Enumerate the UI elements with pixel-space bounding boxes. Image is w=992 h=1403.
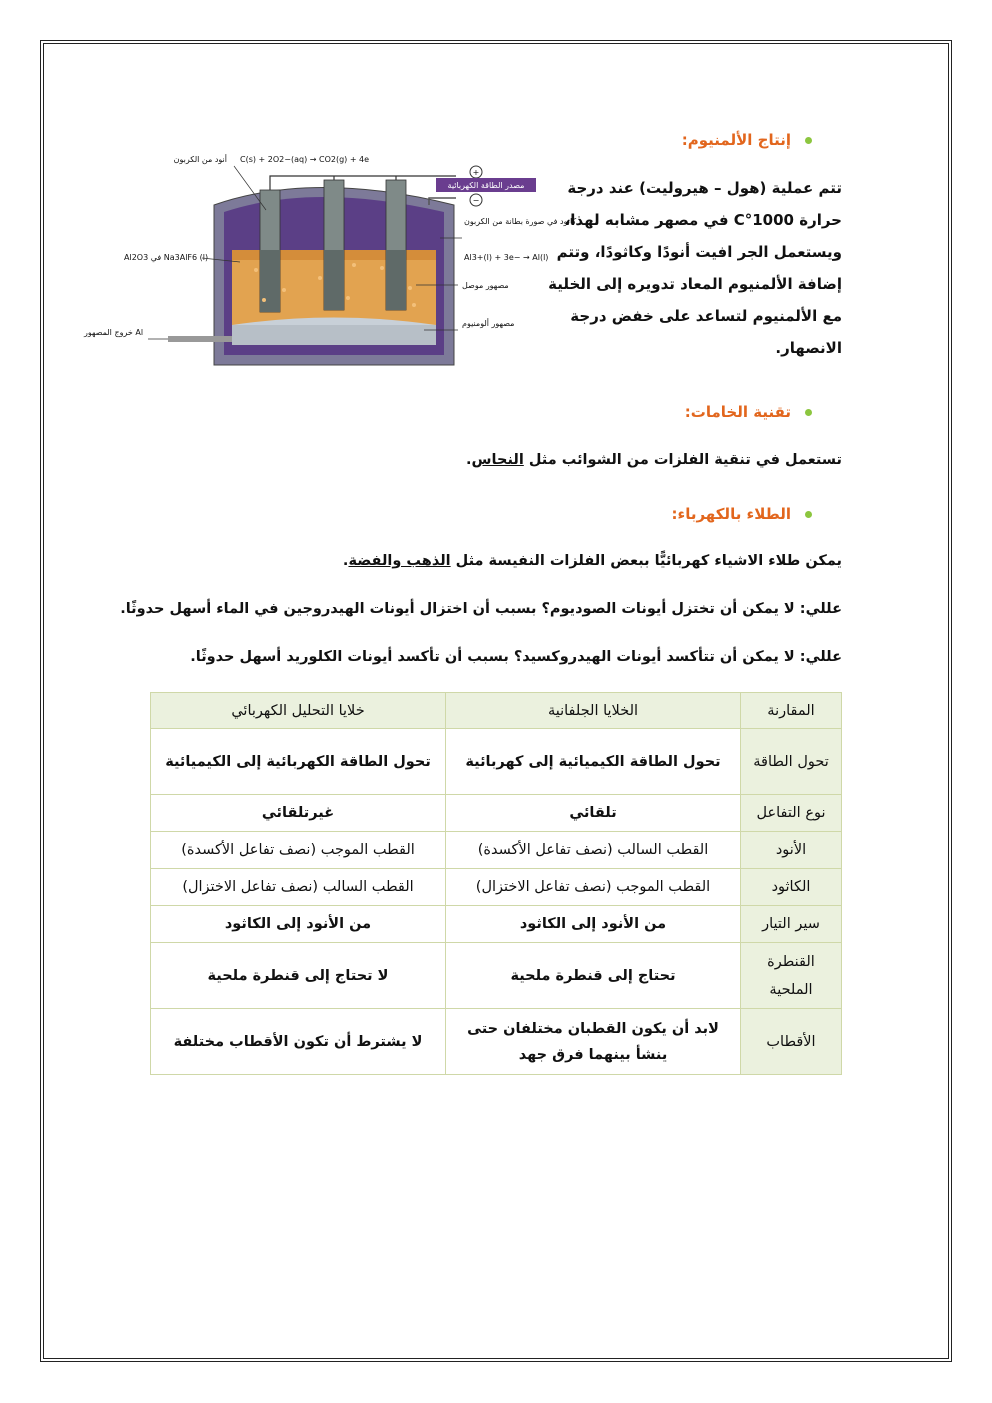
row-label: نوع التفاعل (741, 795, 842, 832)
cathode-equation: Al3+(l) + 3e− → Al(l) (464, 253, 549, 262)
underlined-term: الذهب والفضة (348, 553, 451, 569)
table-cell: القطب السالب (نصف تفاعل الأكسدة) (446, 832, 741, 869)
comparison-table (150, 692, 842, 1075)
plating-text: يمكن طلاء الاشياء كهربائيًّا ببعض الفلزات النفيسة مثل الذهب والفضة. (342, 553, 842, 569)
table-row (151, 906, 842, 943)
paragraph-line: الانصهار. (775, 339, 842, 357)
anode-equation: C(s) + 2O2−(aq) → CO2(g) + 4e (240, 155, 370, 164)
table-row (151, 795, 842, 832)
table-cell: القطب الموجب (نصف تفاعل الاختزال) (446, 869, 741, 906)
aluminum-paragraph (542, 172, 842, 364)
table-header-row (151, 693, 842, 729)
outlet-label: خروج المصهور Al (84, 328, 144, 337)
molten-conductor-label: مصهور موصل (462, 281, 509, 290)
table-cell: تحول الطاقة الكيميائية إلى كهربائية (446, 729, 741, 795)
table-cell: لا تحتاج إلى قنطرة ملحية (151, 943, 446, 1009)
table-header-cell: الخلايا الجلفانية (446, 693, 741, 729)
table-cell: غيرتلقائي (151, 795, 446, 832)
table-cell: من الأنود إلى الكاثود (151, 906, 446, 943)
table-row (151, 729, 842, 795)
bullet-icon (805, 137, 812, 144)
electrolyte-label: Al2O3 في Na3AlF6 (l) (124, 253, 209, 262)
section-title-aluminum: إنتاج الألمنيوم: (682, 131, 812, 149)
table-cell: لابد أن يكون القطبان مختلفان حتى ينشأ بينهما فرق جهد (446, 1009, 741, 1075)
plus-terminal-icon: + (472, 168, 480, 177)
power-source-label: مصدر الطاقة الكهربائية (447, 181, 525, 190)
minus-terminal-icon: − (472, 196, 480, 205)
row-label: القنطرة الملحية (741, 943, 842, 1009)
table-cell: تحتاج إلى قنطرة ملحية (446, 943, 741, 1009)
hall-heroult-cell-diagram (84, 150, 577, 370)
table-row (151, 1009, 842, 1075)
table-cell: تلقائي (446, 795, 741, 832)
anode-label: أنود من الكربون (173, 155, 227, 164)
question-2: عللي: لا يمكن أن تتأكسد أيونات الهيدروكسيد؟ بسبب أن تأكسد أيونات الكلوريد أسهل حدوثًا. (190, 649, 842, 665)
row-label: الأنود (741, 832, 842, 869)
row-label: الكاثود (741, 869, 842, 906)
table-cell: القطب الموجب (نصف تفاعل الأكسدة) (151, 832, 446, 869)
underlined-term: النحاس (471, 452, 524, 468)
section-title-plating: الطلاء بالكهرباء: (672, 505, 812, 523)
paragraph-line: مع الألمنيوم لتساعد على خفض درجة (570, 307, 842, 325)
table-row (151, 832, 842, 869)
question-1: عللي: لا يمكن أن تختزل أيونات الصوديوم؟ بسبب أن اختزال أيونات الهيدروجين في الماء أسهل حدوثًا. (120, 601, 842, 617)
bullet-icon (805, 511, 812, 518)
table-header-cell: المقارنة (741, 693, 842, 729)
bullet-icon (805, 409, 812, 416)
table-cell: القطب السالب (نصف تفاعل الاختزال) (151, 869, 446, 906)
paragraph-line: تتم عملية (هول – هيروليت) عند درجة (567, 179, 842, 197)
table-cell: من الأنود إلى الكاثود (446, 906, 741, 943)
row-label: تحول الطاقة (741, 729, 842, 795)
row-label: سير التيار (741, 906, 842, 943)
paragraph-line: ويستعمل الجر افيت أنودًا وكاثودًا، وتتم (556, 243, 842, 261)
table-cell: تحول الطاقة الكهربائية إلى الكيميائية (151, 729, 446, 795)
table-row (151, 943, 842, 1009)
row-label: الأقطاب (741, 1009, 842, 1075)
refining-text: تستعمل في تنقية الفلزات من الشوائب مثل النحاس. (466, 452, 842, 468)
molten-aluminum-label: مصهور ألومنيوم (462, 319, 515, 328)
table-cell: لا يشترط أن تكون الأقطاب مختلفة (151, 1009, 446, 1075)
paragraph-line: حرارة 1000°C في مصهر مشابه لهذا، (564, 211, 842, 229)
section-title-refining: تقنية الخامات: (685, 403, 812, 421)
table-header-cell: خلايا التحليل الكهربائي (151, 693, 446, 729)
paragraph-line: إضافة الألمنيوم المعاد تدويره إلى الخلية (548, 275, 842, 293)
table-row (151, 869, 842, 906)
cathode-label: كاثود في صورة بطانة من الكربون (464, 217, 577, 226)
